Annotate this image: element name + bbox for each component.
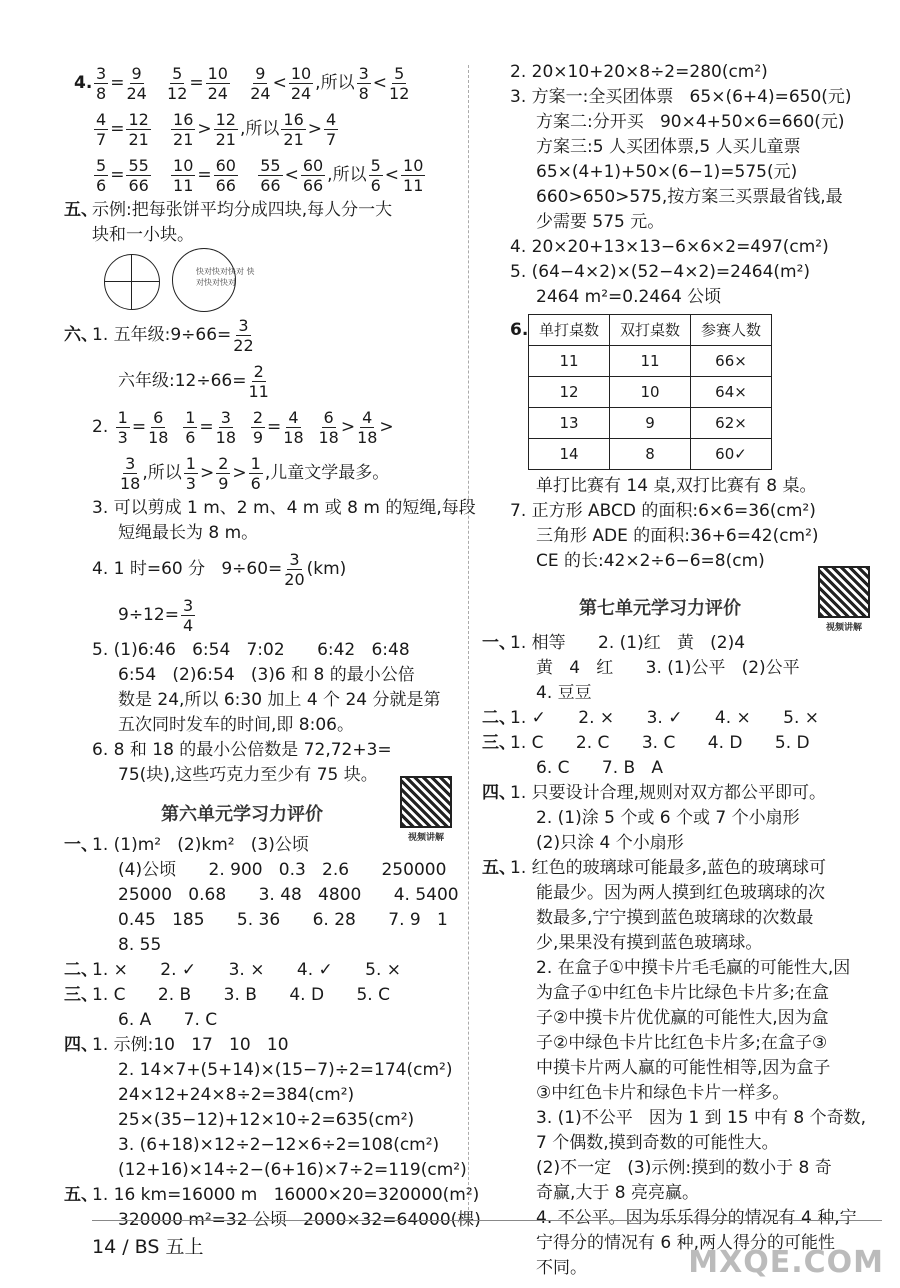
answer-text: 一、 1. 相等 2. (1)红 黄 (2)4 <box>510 631 870 656</box>
answer-text: 8. 55 <box>118 935 162 955</box>
fraction-line: 六、 1. 五年级:9÷66= $\frac{3}{22}$ <box>64 315 254 355</box>
table-cell: 10 <box>610 377 691 408</box>
circle-divided <box>104 254 160 310</box>
fraction: $\frac{60}{66}$ <box>215 155 236 195</box>
fraction-line: 六年级:12÷66= $\frac{2}{11}$ <box>118 361 269 401</box>
qr-icon <box>400 776 452 828</box>
fraction: $\frac{10}{24}$ <box>290 63 312 103</box>
answer-text: 三、 1. C 2. B 3. B 4. D 5. C <box>92 983 452 1008</box>
fraction: $\frac{60}{66}$ <box>302 155 324 195</box>
answer-text: 7. 正方形 ABCD 的面积:6×6=36(cm²) <box>510 501 816 521</box>
qr-label: 视频讲解 <box>407 833 444 843</box>
answer-text: 2. 在盒子①中摸卡片毛毛赢的可能性大,因 <box>536 958 851 978</box>
answer-text: 能最少。因为两人摸到红色玻璃球的次 <box>536 883 825 903</box>
answer-text: 黄 4 红 3. (1)公平 (2)公平 <box>536 658 800 678</box>
answer-text: 4. 豆豆 <box>536 683 592 703</box>
answer-text: 方案三:5 人买团体票,5 人买儿童票 <box>536 137 801 157</box>
table-header: 单打桌数 <box>529 315 610 346</box>
table-row <box>529 377 772 408</box>
column-divider <box>468 65 469 1215</box>
answer-text: ③中红色卡片和绿色卡片一样多。 <box>536 1083 790 1103</box>
table-cell: 13 <box>529 408 610 439</box>
section-marker: 三、 <box>64 985 98 1005</box>
table-block: 6. 单打桌数 双打桌数 参赛人数 11 11 66× 12 10 64× 13 9 62× 14 8 60✓ <box>510 314 870 470</box>
answer-text: 6:54 (2)6:54 (3)6 和 8 的最小公倍 <box>118 665 415 685</box>
answer-text: CE 的长:42×2÷6−6=8(cm) <box>536 551 765 571</box>
answer-text: 四、 1. 只要设计合理,规则对双方都公平即可。 <box>510 781 870 806</box>
answer-text: 四、 1. 示例:10 17 10 10 <box>92 1033 452 1058</box>
right-column <box>482 60 870 1281</box>
answer-text: 3. (1)不公平 因为 1 到 15 中有 8 个奇数, <box>536 1108 867 1128</box>
answer-text: 5. (1)6:46 6:54 7:02 6:42 6:48 <box>92 640 410 660</box>
answer-text: 数是 24,所以 6:30 加上 4 个 24 分就是第 <box>118 690 441 710</box>
table-cell: 8 <box>610 439 691 470</box>
section-marker: 二、 <box>482 708 516 728</box>
fraction: $\frac{12}{21}$ <box>215 109 236 149</box>
fraction: $\frac{2}{9}$ <box>218 453 229 493</box>
table-cell: 9 <box>610 408 691 439</box>
answer-text: (12+16)×14÷2−(6+16)×7÷2=119(cm²) <box>118 1160 467 1180</box>
answer-text: 4. 不公平。因为乐乐得分的情况有 4 种,宁 <box>536 1208 857 1228</box>
circle-label: 快对快对快对 快对快对快对 <box>196 267 255 287</box>
unit7-title: 第七单元学习力评价 视频讲解 <box>510 596 870 621</box>
answer-text: 宁得分的情况有 6 种,两人得分的可能性 <box>536 1233 836 1253</box>
answer-text: 二、 1. ✓ 2. × 3. ✓ 4. × 5. × <box>510 706 870 731</box>
answer-text: 一、 1. (1)m² (2)km² (3)公顷 <box>92 833 452 858</box>
table-cell: 66× <box>691 346 772 377</box>
answer-text: 25000 0.68 3. 48 4800 4. 5400 <box>118 885 459 905</box>
fraction-line: 9÷12= $\frac{3}{4}$ <box>118 595 194 635</box>
answer-text: (2)不一定 (3)示例:摸到的数小于 8 奇 <box>536 1158 832 1178</box>
section-marker: 四、 <box>482 783 516 803</box>
fraction-line: 4. $\frac{3}{8}$ = $\frac{9}{24}$ $\frac{5}{12}$ = $\frac{10}{24}$ $\frac{9}{24}$ < $\frac{10}{24}$ ,所以 $\frac{3}{8}$ < $\frac{5}{12}$ <box>74 63 410 103</box>
answer-text: 子②中绿色卡片比红色卡片多;在盒子③ <box>536 1033 828 1053</box>
section-marker: 二、 <box>64 960 98 980</box>
fraction: $\frac{16}{21}$ <box>173 109 194 149</box>
fraction: $\frac{4}{18}$ <box>357 407 378 447</box>
answer-text: 三角形 ADE 的面积:36+6=42(cm²) <box>536 526 819 546</box>
answer-text: 方案二:分开买 90×4+50×6=660(元) <box>536 112 845 132</box>
table-cell: 60✓ <box>691 439 772 470</box>
text-line: 3. 可以剪成 1 m、2 m、4 m 或 8 m 的短绳,每段 <box>92 498 476 518</box>
answer-text: 2. 14×7+(5+14)×(15−7)÷2=174(cm²) <box>118 1060 453 1080</box>
answer-text: 五次同时发车的时间,即 8:06。 <box>118 715 354 735</box>
qr-code[interactable] <box>818 566 870 634</box>
qr-label: 视频讲解 <box>825 623 862 633</box>
answer-text: 短绳最长为 8 m。 <box>118 523 259 543</box>
fraction: $\frac{5}{6}$ <box>96 155 107 195</box>
section-marker: 四、 <box>64 1035 98 1055</box>
fraction: $\frac{1}{6}$ <box>250 453 261 493</box>
table-cell: 62× <box>691 408 772 439</box>
fraction: $\frac{10}{11}$ <box>403 155 424 195</box>
fraction: $\frac{1}{3}$ <box>117 407 128 447</box>
fraction: $\frac{4}{7}$ <box>96 109 107 149</box>
watermark: MXQE.COM <box>688 1245 884 1280</box>
fraction: $\frac{4}{18}$ <box>283 407 304 447</box>
fraction: $\frac{1}{3}$ <box>185 453 196 493</box>
fraction: $\frac{5}{12}$ <box>167 63 188 103</box>
answer-text: 25×(35−12)+12×10÷2=635(cm²) <box>118 1110 415 1130</box>
fraction: $\frac{3}{18}$ <box>120 453 141 493</box>
left-column <box>64 60 481 1233</box>
fraction: $\frac{6}{18}$ <box>148 407 169 447</box>
answer-text: 单打比赛有 14 桌,双打比赛有 8 桌。 <box>536 476 817 496</box>
answer-text: 3. (6+18)×12÷2−12×6÷2=108(cm²) <box>118 1135 440 1155</box>
table-header: 双打桌数 <box>610 315 691 346</box>
answer-text: 不同。 <box>536 1258 587 1278</box>
answer-text: 7 个偶数,摸到奇数的可能性大。 <box>536 1133 779 1153</box>
fraction: $\frac{55}{66}$ <box>128 155 149 195</box>
answer-text: 0.45 185 5. 36 6. 28 7. 9 1 <box>118 910 448 930</box>
table-cell: 12 <box>529 377 610 408</box>
table-cell: 11 <box>529 346 610 377</box>
table-row <box>529 408 772 439</box>
answer-text: 75(块),这些巧克力至少有 75 块。 <box>118 765 378 785</box>
section-marker: 五、 <box>64 1185 98 1205</box>
answer-text: 少,果果没有摸到蓝色玻璃球。 <box>536 933 763 953</box>
fraction: $\frac{9}{24}$ <box>126 63 147 103</box>
answer-text: 子②中摸卡片优优赢的可能性大,因为盒 <box>536 1008 829 1028</box>
answer-text: 少需要 575 元。 <box>536 212 665 232</box>
answer-table <box>528 314 772 470</box>
fraction: $\frac{6}{18}$ <box>318 407 339 447</box>
fraction: $\frac{4}{7}$ <box>326 109 337 149</box>
answer-text: 5. (64−4×2)×(52−4×2)=2464(m²) <box>510 262 811 282</box>
answer-text: 2. (1)涂 5 个或 6 个或 7 个小扇形 <box>536 808 800 828</box>
answer-text: 660>650>575,按方案三买票最省钱,最 <box>536 187 843 207</box>
answer-text: 块和一小块。 <box>92 225 194 245</box>
fraction: $\frac{55}{66}$ <box>260 155 281 195</box>
fraction: $\frac{10}{24}$ <box>207 63 228 103</box>
fraction: $\frac{5}{6}$ <box>370 155 381 195</box>
answer-text: 中摸卡片两人赢的可能性相等,因为盒子 <box>536 1058 831 1078</box>
footer-rule <box>92 1220 882 1221</box>
answer-text: 6. C 7. B A <box>536 758 664 778</box>
answer-text: 三、 1. C 2. C 3. C 4. D 5. D <box>510 731 870 756</box>
table-cell: 64× <box>691 377 772 408</box>
answer-text: 4. 20×20+13×13−6×6×2=497(cm²) <box>510 237 829 257</box>
fraction: $\frac{3}{22}$ <box>233 315 254 355</box>
table-row <box>529 439 772 470</box>
table-cell: 14 <box>529 439 610 470</box>
answer-text: 3. 方案一:全买团体票 65×(6+4)=650(元) <box>510 87 852 107</box>
section-marker: 五、 <box>482 858 516 878</box>
fraction: $\frac{12}{21}$ <box>128 109 149 149</box>
answer-text: 6. A 7. C <box>118 1010 218 1030</box>
fraction: $\frac{2}{9}$ <box>252 407 264 447</box>
fraction-line: 4. 1 时=60 分 9÷60= $\frac{3}{20}$ (km) <box>92 549 347 589</box>
page-footer: 14 / BS 五上 <box>92 1236 204 1258</box>
fraction: $\frac{2}{11}$ <box>248 361 269 401</box>
answer-text: 奇赢,大于 8 亮亮赢。 <box>536 1183 700 1203</box>
answer-text: 数最多,宁宁摸到蓝色玻璃球的次数最 <box>536 908 814 928</box>
fraction-line: $\frac{3}{18}$ ,所以 $\frac{1}{3}$ > $\frac{2}{9}$ > $\frac{1}{6}$ ,儿童文学最多。 <box>120 453 390 493</box>
fraction-line: $\frac{5}{6}$ = $\frac{55}{66}$ $\frac{10}{11}$ = $\frac{60}{66}$ $\frac{55}{66}$ < $\frac{60}{66}$ ,所以 $\frac{5}{6}$ < $\frac{10}{11}$ <box>96 155 424 195</box>
answer-text: 五、 1. 16 km=16000 m 16000×20=320000(m²) <box>92 1183 452 1208</box>
fraction: $\frac{16}{21}$ <box>283 109 304 149</box>
answer-text: 320000 m²=32 公顷 2000×32=64000(棵) <box>118 1210 481 1230</box>
fraction-line: 2. $\frac{1}{3}$ = $\frac{6}{18}$ $\frac{1}{6}$ = $\frac{3}{18}$ $\frac{2}{9}$ = $\frac{4}{18}$ $\frac{6}{18}$ > $\frac{4}{18}$ > <box>92 407 394 447</box>
pie-diagram <box>92 248 452 312</box>
fraction: $\frac{1}{6}$ <box>185 407 196 447</box>
fraction: $\frac{5}{12}$ <box>389 63 410 103</box>
unit6-title: 第六单元学习力评价 视频讲解 <box>92 802 452 827</box>
fraction: $\frac{3}{4}$ <box>182 595 194 635</box>
fraction-line: $\frac{4}{7}$ = $\frac{12}{21}$ $\frac{16}{21}$ > $\frac{12}{21}$ ,所以 $\frac{16}{21}$ > $\frac{4}{7}$ <box>96 109 337 149</box>
table-row <box>529 346 772 377</box>
section-marker: 一、 <box>64 835 98 855</box>
answer-text: 为盒子①中红色卡片比绿色卡片多;在盒 <box>536 983 829 1003</box>
section-marker: 五、 <box>64 200 98 220</box>
qr-icon <box>818 566 870 618</box>
fraction: $\frac{10}{11}$ <box>173 155 194 195</box>
fraction: $\frac{3}{18}$ <box>215 407 237 447</box>
answer-text: 二、 1. × 2. ✓ 3. × 4. ✓ 5. × <box>92 958 452 983</box>
section-marker: 一、 <box>482 633 516 653</box>
answer-text: (4)公顷 2. 900 0.3 2.6 250000 <box>118 860 447 880</box>
fraction: $\frac{3}{20}$ <box>284 549 305 589</box>
section-marker: 三、 <box>482 733 516 753</box>
answer-text: 2464 m²=0.2464 公顷 <box>536 287 722 307</box>
answer-text: 2. 20×10+20×8÷2=280(cm²) <box>510 62 768 82</box>
fraction: $\frac{9}{24}$ <box>250 63 271 103</box>
table-header: 参赛人数 <box>691 315 772 346</box>
answer-text: 五、 示例:把每张饼平均分成四块,每人分一大 <box>92 198 452 223</box>
table-cell: 11 <box>610 346 691 377</box>
answer-text: 6. 8 和 18 的最小公倍数是 72,72+3= <box>92 740 392 760</box>
fraction: $\frac{3}{8}$ <box>96 63 107 103</box>
answer-text: 65×(4+1)+50×(6−1)=575(元) <box>536 162 798 182</box>
answer-text: 24×12+24×8÷2=384(cm²) <box>118 1085 355 1105</box>
answer-text: 五、 1. 红色的玻璃球可能最多,蓝色的玻璃球可 <box>510 856 870 881</box>
answer-text: (2)只涂 4 个小扇形 <box>536 833 684 853</box>
fraction: $\frac{3}{8}$ <box>358 63 369 103</box>
